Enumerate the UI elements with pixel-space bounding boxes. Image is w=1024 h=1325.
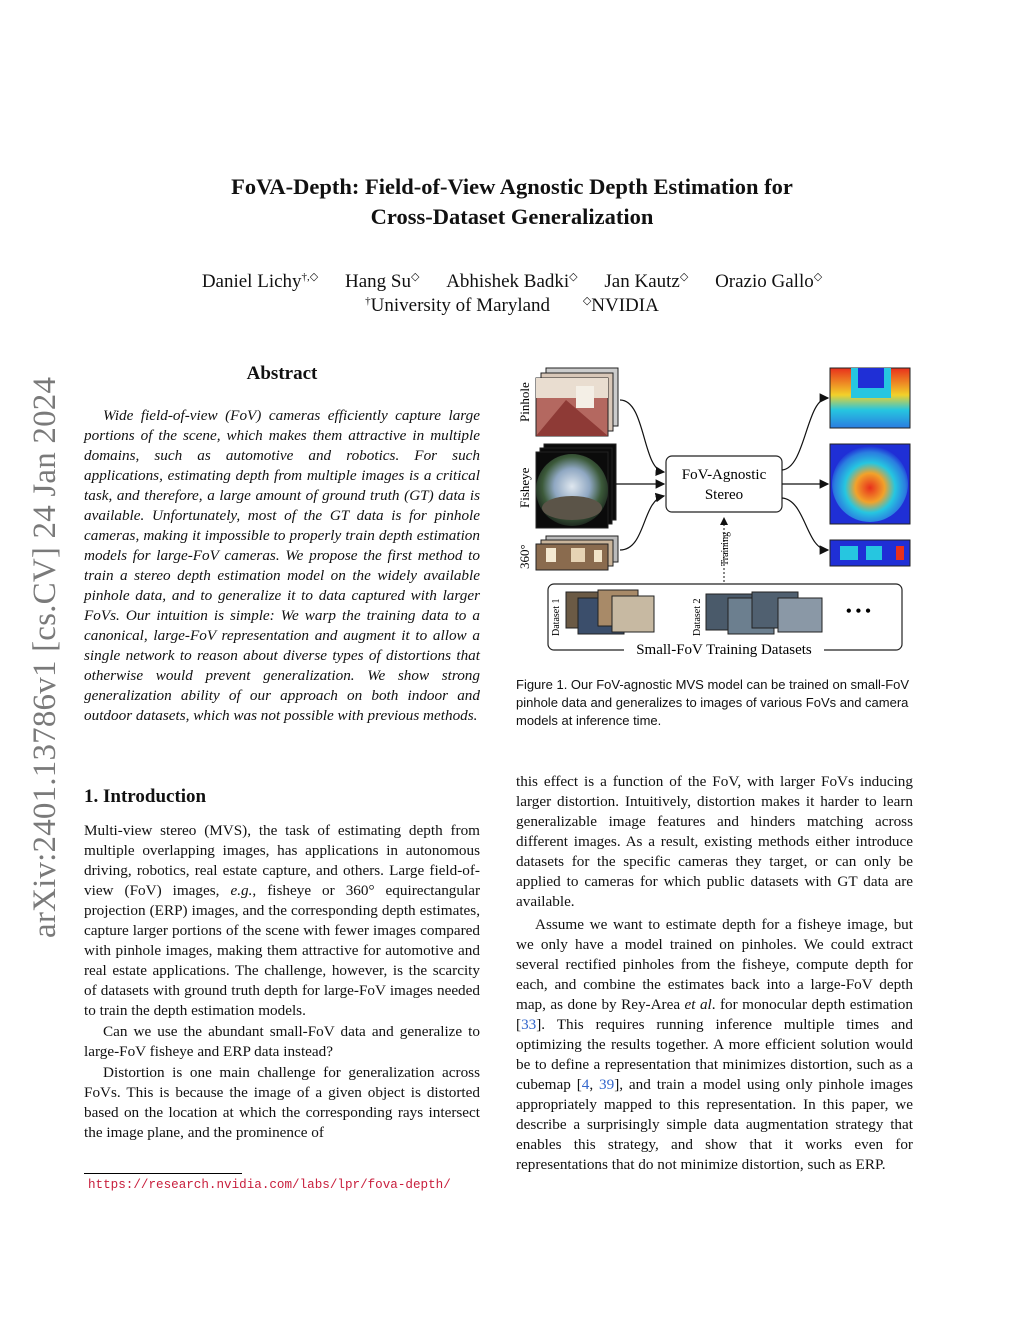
arxiv-stamp [25,360,65,940]
title-line-2: Cross-Dataset Generalization [370,204,654,229]
training-label: Training [720,531,731,566]
section-heading: 1. Introduction [84,786,207,807]
footnote-rule [84,1173,242,1174]
title-line-1: FoVA-Depth: Field-of-View Agnostic Depth Estimation for [231,174,793,199]
footnote-link[interactable]: https://research.nvidia.com/labs/lpr/fova-depth/ [88,1178,451,1192]
pinhole-depth-output [830,368,910,428]
author: Orazio Gallo◇ [715,271,823,292]
column-2-body [516,772,913,1175]
fisheye-input-images [536,444,616,528]
arrow-pinhole-out [782,398,828,470]
author: Abhishek Badki◇ [446,271,578,292]
fov-agnostic-stereo-box [666,456,782,512]
paragraph: Distortion is one main challenge for generalization across FoVs. This is because the image of a given object is distorted based on the location at which the corresponding rays intersect the image plane, and the prominence of [84,1064,480,1141]
erp-input-images [536,536,618,570]
paper-title [0,172,1024,232]
affiliation-list [0,294,1024,318]
figure-caption: Figure 1. Our FoV-agnostic MVS model can be trained on small-FoV pinhole data and generalizes to images of various FoVs and camera models at inference time. [516,677,910,728]
paragraph: this effect is a function of the FoV, with larger FoVs inducing larger distortion. Intuitively, distortion makes it harder to learn generalizable image features and hinders matching across different images. As a result, existing methods either introduce datasets for the specific cameras they target, or can only be applied to cameras for which public datasets with GT data are available. [516,773,913,910]
dataset-1-label: Dataset 1 [551,598,562,636]
arrow-pinhole-in [620,400,664,472]
affiliation: ◇NVIDIA [582,295,659,316]
author: Daniel Lichy†,◇ [201,271,319,292]
arrow-erp-out [782,498,828,550]
center-box-line-1: FoV-Agnostic [681,467,767,483]
arrow-erp-in [620,496,664,550]
author: Hang Su◇ [345,271,420,292]
arxiv-id: arXiv:2401.13786v1 [cs.CV] 24 Jan 2024 [27,376,63,938]
introduction-body [84,821,480,1143]
dataset-2-images [706,592,822,634]
citation-link[interactable]: 33 [521,1016,537,1033]
row-label-360: 360° [517,544,532,569]
training-datasets-label: Small-FoV Training Datasets [636,642,812,658]
row-label-fisheye: Fisheye [517,467,532,508]
fisheye-depth-output [830,444,910,524]
dataset-1-images [566,590,654,634]
more-datasets-ellipsis: • • • [846,603,871,620]
dataset-2-label: Dataset 2 [692,598,703,636]
author: Jan Kautz◇ [604,271,689,292]
abstract-heading: Abstract [246,363,318,384]
erp-depth-output [830,540,910,566]
row-label-pinhole: Pinhole [517,382,532,422]
paragraph: Can we use the abundant small-FoV data and generalize to large-FoV fisheye and ERP data instead? [84,1023,480,1060]
abstract-body [84,406,480,726]
paragraph: Multi-view stereo (MVS), the task of estimating depth from multiple overlapping images, has applications in autonomous driving, robotics, real estate capture, and others. Large field-of-view (FoV) images, e.g., fisheye or 360° equirectangular projection (ERP) images, and the corresponding depth estimates, capture larger portions of the scene with fewer images compared with pinhole images, making them attractive for automotive and real estate applications. The challenge, however, is the scarcity of datasets with ground truth depth for large-FoV images needed to train the depth estimation models. [84,822,481,1019]
figure-1 [516,360,916,665]
paragraph: Assume we want to estimate depth for a fisheye image, but we only have a model trained on pinholes. We could extract several rectified pinholes from the fisheye, compute depth for each, and combine the estimates back into a large-FoV depth map, as done by Rey-Area et al. for monocular depth estimation [33]. This requires running inference multiple times and optimizing the results together. A more efficient solution would be to define a representation that minimizes distortion, such as a cubemap [4, 39], and train a model using only pinhole images appropriately mapped to this representation. In this paper, we describe a surprisingly simple data augmentation strategy that enables this strategy, and show that it works even for representations that do not minimize distortion, such as ERP. [516,916,913,1173]
abstract-text: Wide field-of-view (FoV) cameras efficiently capture large portions of the scene, which makes them attractive in multiple domains, such as automotive and robotics. For such applications, estimating depth from multiple images is a critical task, and therefore, a large amount of ground truth (GT) data is available. Unfortunately, most of the GT data is for pinhole cameras, making it impossible to properly train depth estimation models for large-FoV cameras. We propose the first method to train a stereo depth estimation model on the widely available pinhole data, and to generalize it to data captured with larger FoVs. Our intuition is simple: We warp the training data to a canonical, large-FoV representation and augment it to allow a single network to reason about diverse types of distortions that otherwise would prevent generalization. We show strong generalization ability of our approach on both indoor and outdoor datasets, which was not possible with previous methods. [84,407,480,724]
center-box-line-2: Stereo [704,487,744,503]
pinhole-input-images [536,368,618,436]
affiliation: †University of Maryland [365,295,551,316]
citation-link[interactable]: 39 [599,1076,615,1093]
author-list [0,270,1024,294]
citation-link[interactable]: 4 [581,1076,590,1093]
